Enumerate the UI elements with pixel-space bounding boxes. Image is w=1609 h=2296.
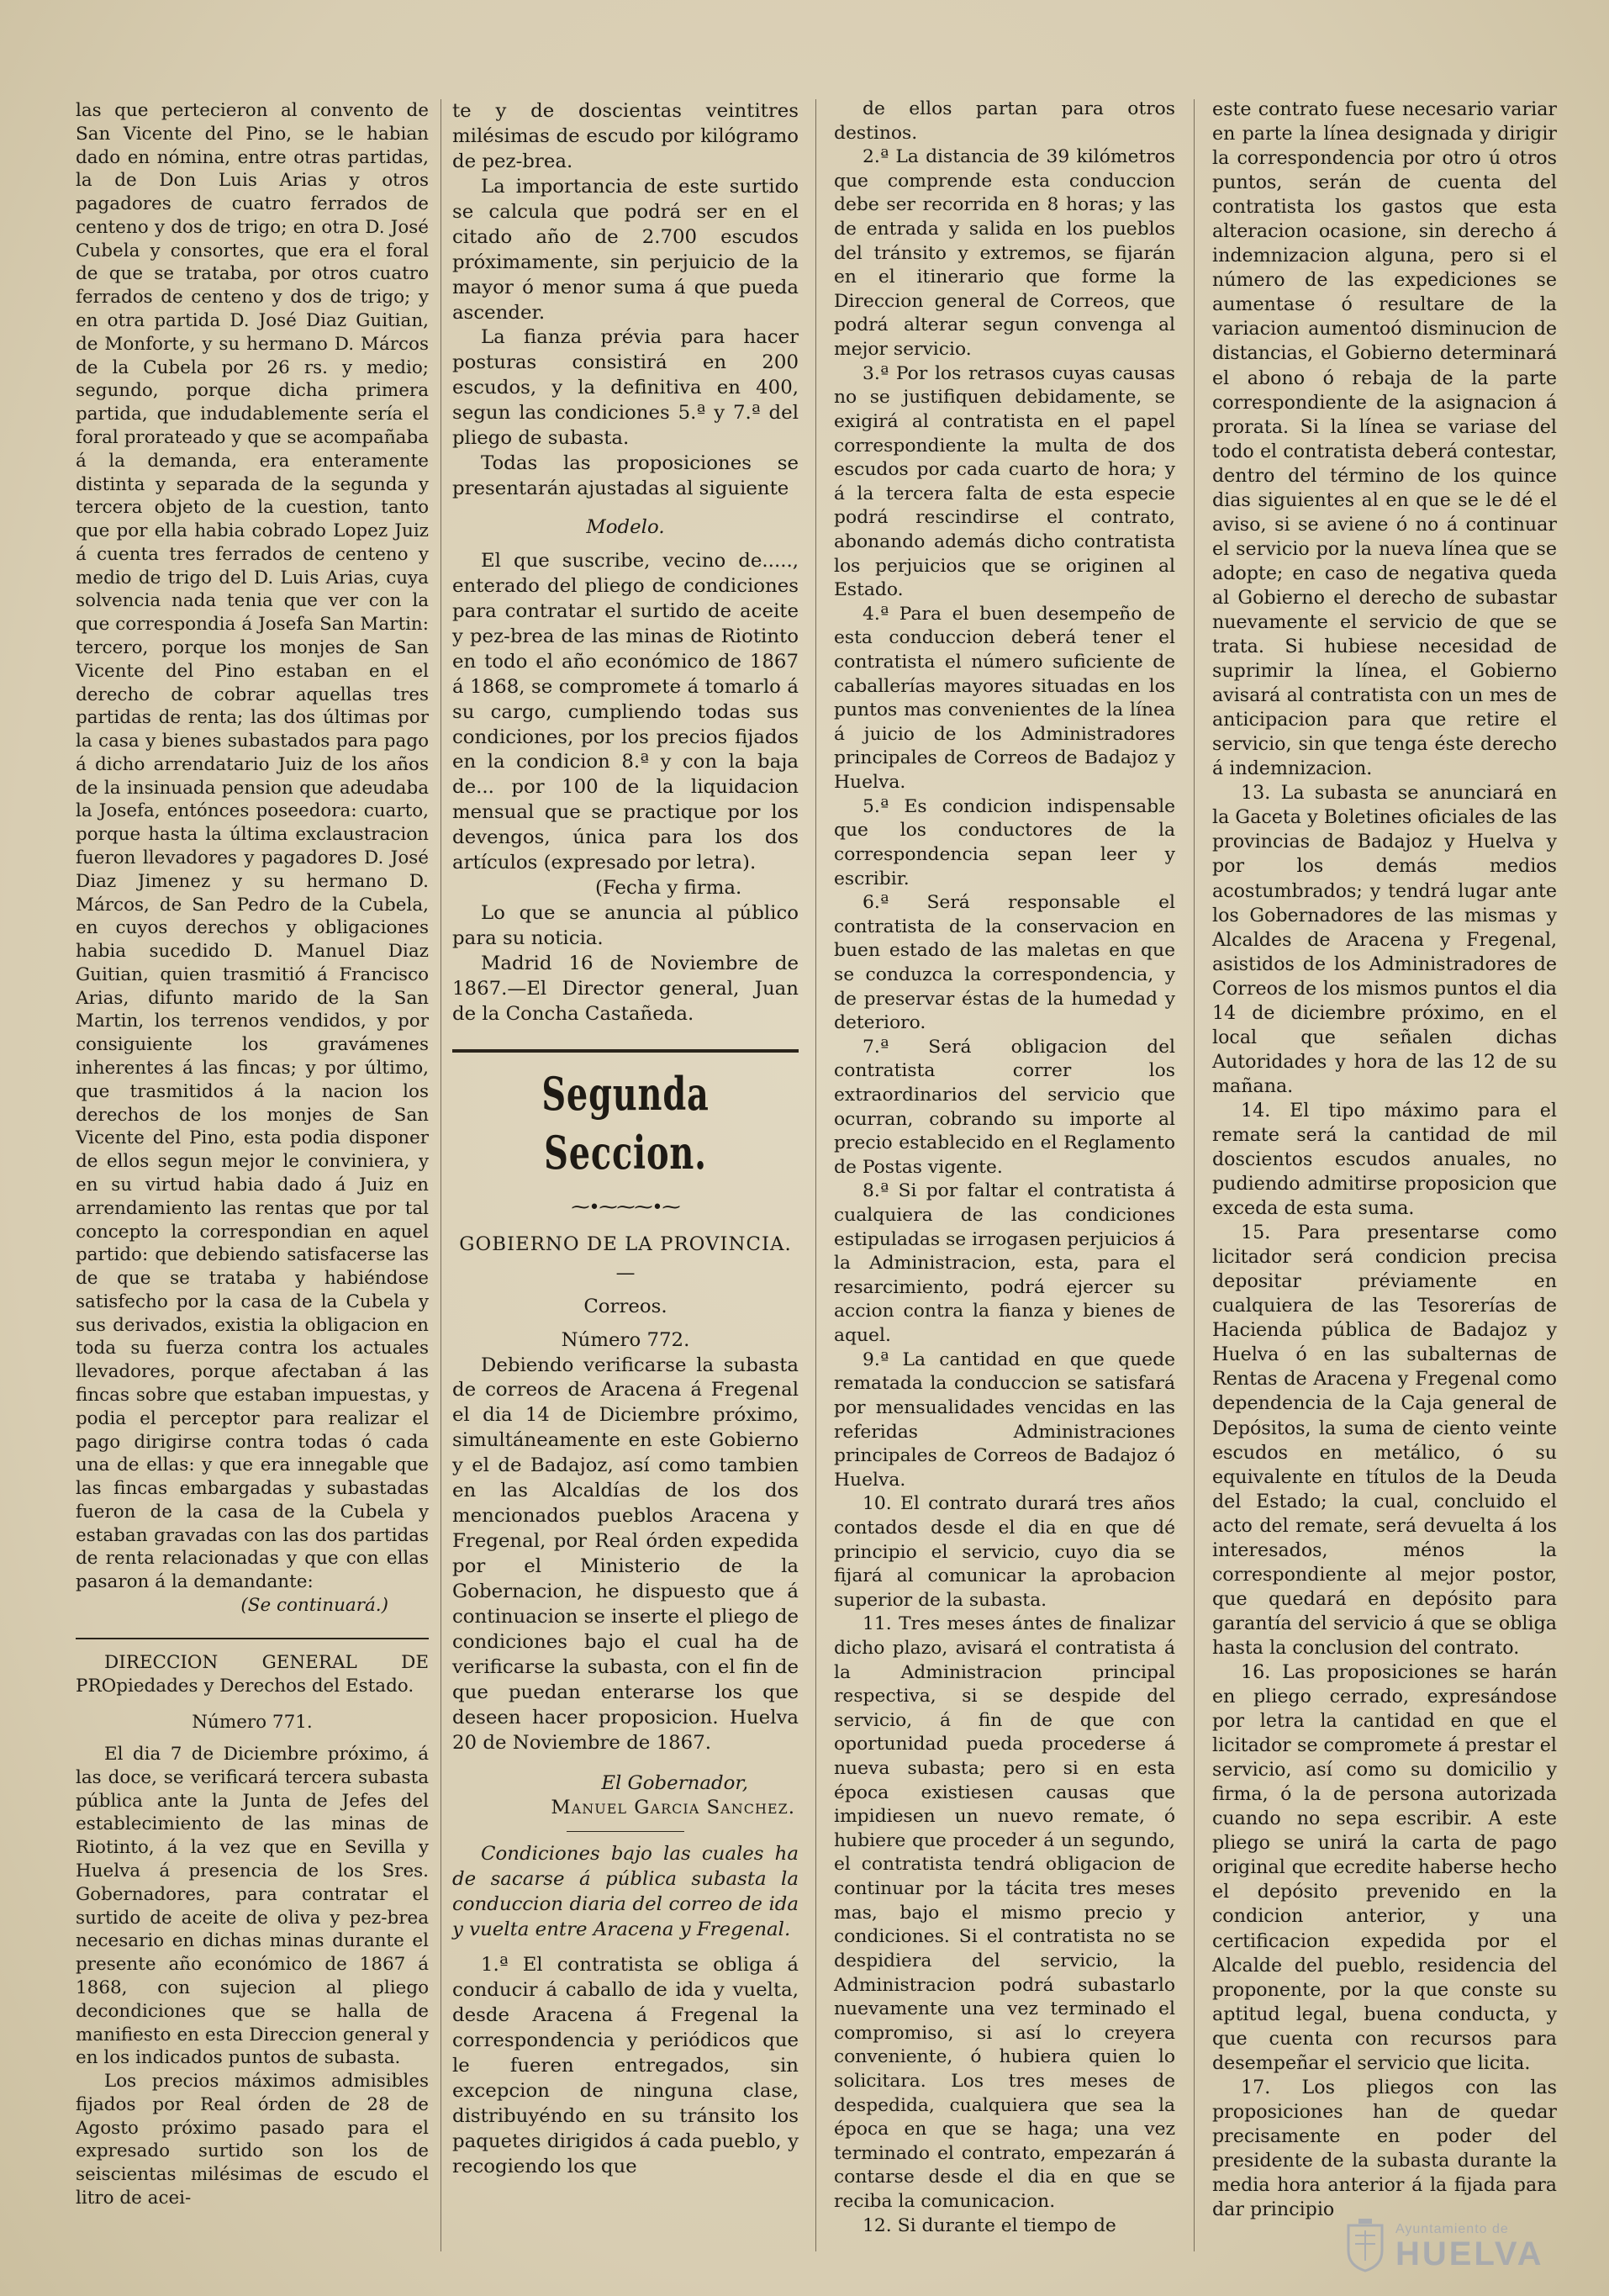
notice-number: Número 771. [192, 1712, 313, 1734]
column-2 [452, 99, 799, 2180]
conditions-title: Condiciones bajo las cuales ha de sacarse á pública subasta la conduccion diaria del correo de ida y vuelta entre Aracena y Fregenal. [452, 1843, 799, 1941]
notice-number: Número 772. [561, 1328, 690, 1351]
condition-2: 2.ª La distancia de 39 kilómetros que comprende esta conduccion debe ser recorrida en 8 horas; y las de entrada y salida en los pueblos del tránsito y extremos, se fijarán en el itinerario que forme la Direccion general de Correos, que podrá alterar segun convenga al mejor servicio. [834, 146, 1175, 361]
notice-paragraph: La fianza prévia para hacer posturas consistirá en 200 escudos, y la definitiva en 400, segun las condiciones 5.ª y 7.ª del pliego de subasta. [452, 326, 799, 450]
notice-body: Los precios máximos admisibles fijados por Real órden de 28 de Agosto próximo pasado para el expresado surtido son los de seiscientas milésimas de escudo el litro de acei- [76, 2071, 429, 2209]
notice-body: El dia 7 de Diciembre próximo, á las doce, se verificará tercera subasta pública ante la Junta de Jefes del establecimiento de las minas de Riotinto, á la vez que en Sevilla y Huelva á presencia de los Sres. Gobernadores, para contratar el surtido de aceite de oliva y pez-brea necesario en dichas minas durante el presente año económico de 1867 á 1868, con sujecion al pliego decondiciones que se halla de manifiesto en esta Direccion general y en los indicados puntos de subasta. [76, 1744, 429, 2069]
column-1 [76, 99, 429, 2210]
column-rule [1194, 99, 1195, 2251]
coat-of-arms-icon [1343, 2219, 1387, 2274]
condition-12-continuation: este contrato fuese necesario variar en parte la línea designada y dirigir la correspondencia por otro ú otros puntos, serán de cuenta del contratista los gastos que esta alteracion ocasione, sin derecho á indemnizacion alguna, pero si el número de las expediciones se aumentase ó resultare de la variacion aumentoó disminucion de distancias, el Gobierno determinará el abono ó rebaja de la parte correspondiente de la asignacion á prorata. Si la línea se variase del todo el contratista deberá contestar, dentro del término de los quince dias siguientes al en que se le dé el aviso, si se aviene ó no á continuar el servicio por la nueva línea que se adopte; en caso de negativa queda al Gobierno el derecho de subastar nuevamente el servicio de que se trata. Si hubiese necesidad de suprimir la línea, el Gobierno avisará al contratista con un mes de anticipacion para que retire el servicio, sin que tenga éste derecho á indemnizacion. [1212, 98, 1557, 780]
signature-line: Madrid 16 de Noviembre de 1867.—El Director general, Juan de la Concha Castañeda. [452, 952, 799, 1025]
condition-1: 1.ª El contratista se obliga á conducir á caballo de ida y vuelta, desde Aracena á Fregenal la correspondencia y periódicos que le fueren entregados, sin excepcion de ninguna clase, distribuyéndo en su tránsito los paquetes dirigidos á cada pueblo, y recogiendo los que [452, 1954, 799, 2177]
notice-body: Debiendo verificarse la subasta de correos de Aracena á Fregenal el dia 14 de Diciembre próximo, simultáneamente en este Gobierno y el de Badajoz, así como tambien en las Alcaldías de los dos mencionados pueblos Aracena y Fregenal, por Real órden expedida por el Ministerio de la Gobernacion, he dispuesto que á continuacion se inserte el pliego de condiciones bajo el cual ha de verificarse la subasta, con el fin de que puedan enterarse los que deseen hacer proposicion. Huelva 20 de Noviembre de 1867. [452, 1354, 799, 1754]
condition-6: 6.ª Será responsable el contratista de la conservacion en buen estado de las maletas en que se conduzca la correspondencia, y de preservar éstas de la humedad y deterioro. [834, 892, 1175, 1034]
condition-5: 5.ª Es condicion indispensable que los conductores de la correspondencia sepan leer y escribir. [834, 795, 1175, 889]
watermark-small-text: Ayuntamiento de [1395, 2222, 1509, 2236]
watermark-big-text: HUELVA [1395, 2235, 1544, 2272]
section-heading: DIRECCION GENERAL DE PROpiedades y Derechos del Estado. [76, 1651, 429, 1697]
model-text: El que suscribe, vecino de....., enterado del pliego de condiciones para contratar el surtido de aceite y pez-brea de las minas de Riotinto en todo el año económico de 1867 á 1868, se compromete á tomarlo á su cargo, cumpliendo todas sus condiciones, por los precios fijados en la condicion 8.ª y con la baja de... por 100 de la liquidacion mensual que se practique por los devengos, única para los dos artículos (expresado por letra). [452, 549, 799, 874]
column-rule [440, 99, 441, 2251]
column-rule [815, 99, 816, 2251]
condition-9: 9.ª La cantidad en que quede rematada la conduccion se satisfará por mensualidades vencidas en las referidas Administraciones principales de Correos de Badajoz ó Huelva. [834, 1349, 1175, 1491]
condition-17: 17. Los pliegos con las proposiciones han de quedar precisamente en poder del presidente de la subasta durante la media hora anterior á la fijada para dar principio [1212, 2076, 1557, 2221]
column-3 [834, 98, 1175, 2238]
ornament: ⁓•⁓⁓⁓•⁓ [571, 1196, 680, 1218]
notice-paragraph: La importancia de este surtido se calcula que podrá ser en el citado año de 2.700 escudos próximamente, sin perjuicio de la mayor ó menor suma á que pueda ascender. [452, 175, 799, 324]
model-title: Modelo. [586, 516, 665, 538]
governor-name: Manuel Garcia Sanchez. [551, 1797, 795, 1819]
notice-continuation: te y de doscientas veintitres milésimas de escudo por kilógramo de pez-brea. [452, 100, 799, 172]
condition-7: 7.ª Será obligacion del contratista correr los extraordinarios del servicio que ocurran, cobrando su importe al precio establecido en el Reglamento de Postas vigente. [834, 1036, 1175, 1178]
date-signature: (Fecha y firma. [595, 877, 742, 900]
condition-16: 16. Las proposiciones se harán en pliego cerrado, expresándose por letra la cantidad en que el licitador se compromete á prestar el servicio, así como su domicilio y firma, ó la de persona autorizada cuando no sepa escribir. A este pliego se unirá la carta de pago original que ecredite haberse hecho el depósito prevenido en la condicion anterior, y una certificacion expedida por el Alcalde del pueblo, residencia del proponente, por la que conste su aptitud legal, buena conducta, y que cuenta con recursos para desempeñar el servicio que licita. [1212, 1661, 1557, 2074]
condition-3: 3.ª Por los retrasos cuyas causas no se justifiquen debidamente, se exigirá al contratista en el papel correspondiente la multa de dos escudos por cada cuarto de hora; y á la tercera falta de esta especie podrá rescindirse el contrato, abonando además dicho contratista los perjuicios que se originen al Estado. [834, 362, 1175, 601]
divider [452, 1049, 799, 1053]
condition-11: 11. Tres meses ántes de finalizar dicho plazo, avisará el contratista á la Administracion principal respectiva, si se despide del servicio, á fin de que con oportunidad pueda procederse á nueva subasta; pero si en esta época existiesen causas que impidiesen un nuevo remate, ó hubiere que proceder á un segundo, el contratista tendrá obligacion de continuar por la tácita tres meses mas, bajo el mismo precio y condiciones. Si el contratista no se despidiera del servicio, la Administracion podrá subastarlo nuevamente una vez terminado el compromiso, si así lo creyera conveniente, ó hubiera quien lo solicitara. Los tres meses de despedida, cualquiera que sea la época en que se haga; una vez terminado el contrato, empezarán á contarse desde el dia en que se reciba la comunicacion. [834, 1613, 1175, 2213]
condition-8: 8.ª Si por faltar el contratista á cualquiera de las condiciones estipuladas se irrogasen perjuicios á la Administracion, esta, para el resarcimiento, podrá ejercer su accion contra la fianza y bienes de aquel. [834, 1180, 1175, 1347]
notice-paragraph: Todas las proposiciones se presentarán ajustadas al siguiente [452, 452, 799, 500]
condition-continuation: de ellos partan para otros destinos. [834, 98, 1175, 144]
dash: — [615, 1261, 636, 1284]
condition-4: 4.ª Para el buen desempeño de esta conduccion deberá tener el contratista el número suficiente de caballerías mayores situadas en los puntos mas convenientes de la línea á juicio de los Administradores principales de Correos de Badajoz y Huelva. [834, 603, 1175, 794]
divider [76, 1638, 429, 1639]
short-divider [567, 1831, 684, 1832]
condition-12: 12. Si durante el tiempo de [863, 2214, 1116, 2236]
condition-13: 13. La subasta se anunciará en la Gaceta y Boletines oficiales de las provincias de Badajoz y Huelva y por los demás medios acostumbrados; y tendrá lugar ante los Gobernadores de las mismas y Alcaldes de Aracena y Fregenal, asistidos de los Administradores de Correos de los mismos puntos el dia 14 de diciembre próximo, en el local que señalen dichas Autoridades y hora de las 12 de su mañana. [1212, 782, 1557, 1097]
condition-15: 15. Para presentarse como licitador será condicion precisa depositar préviamente en cualquiera de las Tesorerías de Hacienda pública de Badajoz y Huelva ó en las subalternas de Rentas de Aracena y Fregenal como dependencia de la Caja general de Depósitos, la suma de ciento veinte escudos en metálico, ó su equivalente en títulos de la Deuda del Estado; la cual, concluido el acto del remate, será devuelta á los interesados, ménos la correspondiente al mejor postor, que quedará en depósito para garantía del servicio á que se obliga hasta la conclusion del contrato. [1212, 1222, 1557, 1659]
government-heading: GOBIERNO DE LA PROVINCIA. [459, 1232, 792, 1255]
condition-10: 10. El contrato durará tres años contados desde el dia en que dé principio el servicio, cuyo dia se fijará al comunicar la aprobacion superior de la subasta. [834, 1493, 1175, 1611]
article-text: las que pertecieron al convento de San Vicente del Pino, se le habian dado en nómina, entre otras partidas, la de Don Luis Arias y otros pagadores de cuatro ferrados de centeno y dos de trigo; en otra D. José Cubela y consortes, que era el foral de que se trataba, por otros cuatro ferrados de centeno y dos de trigo; y en otra partida D. José Diaz Guitian, de Monforte, y su hermano D. Márcos de la Cubela por 26 rs. y medio; segundo, porque dicha primera partida, que indudablemente sería el foral prorateado y que se acompañaba á la demanda, era enteramente distinta y separada de la segunda y tercera objeto de la cuestion, tanto que por ella habia cobrado Lopez Juiz á cuenta tres ferrados de centeno y medio de trigo del D. Luis Arias, cuya solvencia nada tenia que ver con la que correspondia á Josefa San Martin: tercero, porque los monjes de San Vicente del Pino estaban en el derecho de cobrar aquellas tres partidas de renta; las dos últimas por la casa y bienes subastados para pago á dicho arrendatario Juiz de los años de la insinuada pension que adeudaba la Josefa, entónces poseedora: cuarto, porque hasta la última exclaustracion fueron llevadores y pagadores D. José Diaz Jimenez y su hermano D. Márcos, de San Pedro de la Cubela, en cuyos derechos y obligaciones habia sucedido D. Manuel Diaz Guitian, quien trasmitió á Francisco Arias, difunto marido de la San Martin, los terrenos vendidos, y por consiguiente los gravámenes inherentes á las fincas; y por último, que trasmitidos á la nacion los derechos de los monjes de San Vicente del Pino, esta podia disponer de ellos segun mejor le conviniera, y en su virtud habia dado á Juiz en arrendamiento las rentas que por tal concepto la correspondian en aquel partido: que debiendo satisfacerse las de que se trataba y habiéndose satisfecho por la casa de la Cubela y sus derivados, existia la obligacion en toda su fuerza contra los actuales llevadores, porque afectaban á las fincas sobre que estaban impuestas, y podia el perceptor para realizar el pago dirigirse contra todas ó cada una de ellas: y que era innegable que las fincas embargadas y subastadas fueron de la casa de la Cubela y estaban gravadas con las dos partidas de renta relacionadas y que con ellas pasaron á la demandante: [76, 100, 429, 1593]
column-4 [1212, 98, 1557, 2222]
governor-title: El Gobernador, [601, 1771, 748, 1794]
subheading-correos: Correos. [583, 1295, 667, 1317]
section-title: Segunda Seccion. [541, 1066, 710, 1180]
archive-watermark [1343, 2219, 1587, 2278]
condition-14: 14. El tipo máximo para el remate será la cantidad de mil doscientos escudos anuales, no pudiendo admitirse proposicion que exceda de esta suma. [1212, 1099, 1557, 1220]
continued-note: (Se continuará.) [240, 1595, 388, 1616]
announcement: Lo que se anuncia al público para su noticia. [452, 902, 799, 949]
